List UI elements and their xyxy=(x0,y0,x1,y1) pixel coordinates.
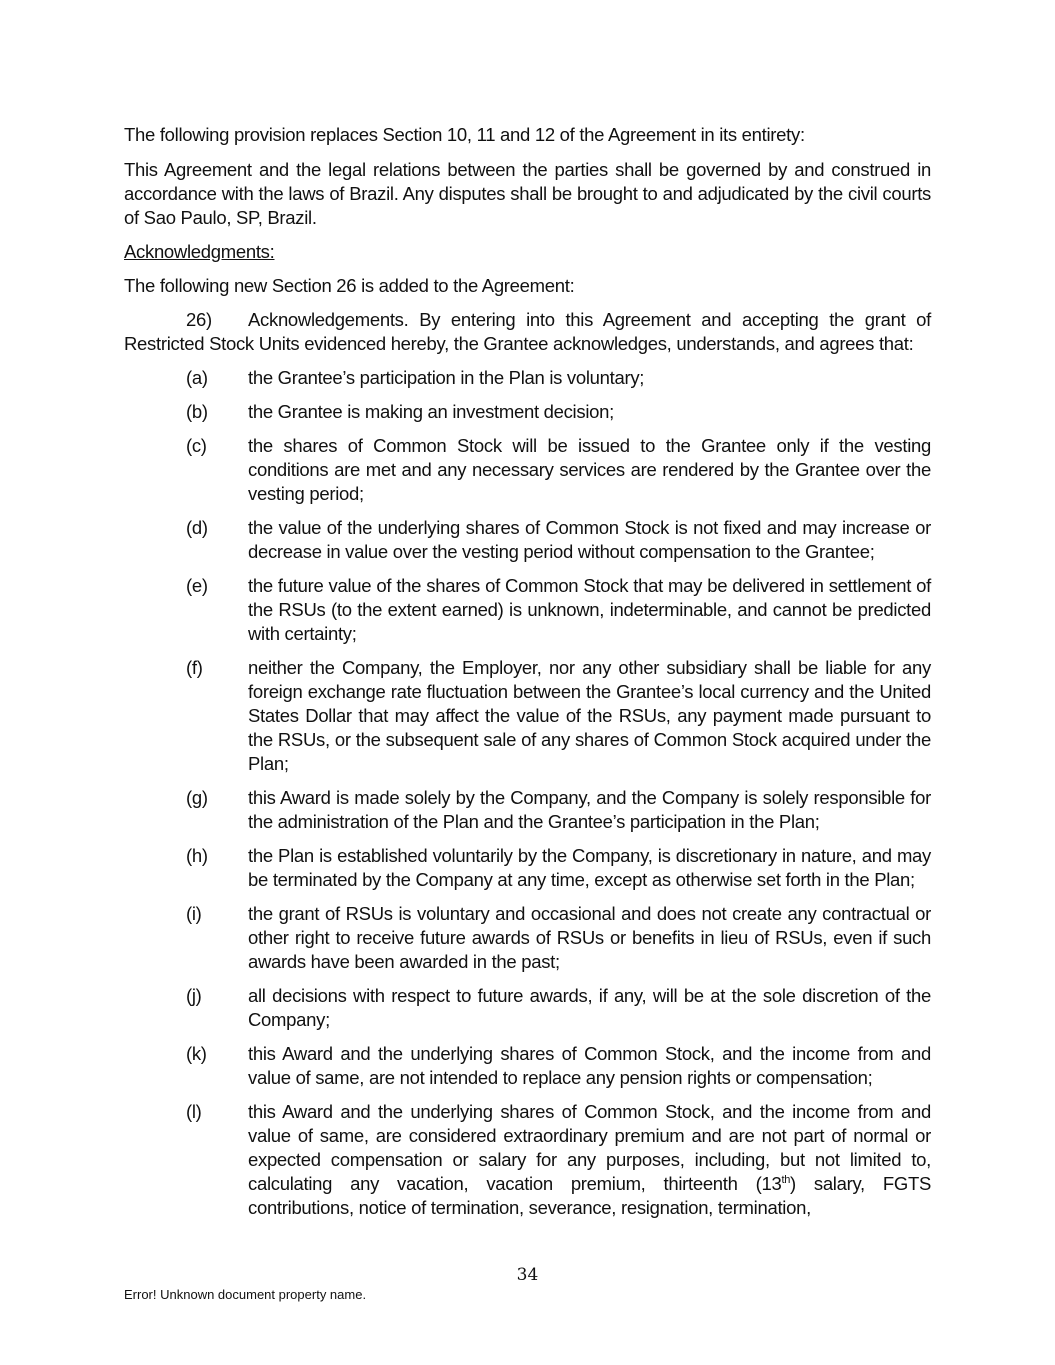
list-item-e xyxy=(124,574,931,646)
list-item-text: the grant of RSUs is voluntary and occasional and does not create any contractual or other right to receive future awards of RSUs or benefits in lieu of RSUs, even if such awards have been awarded in the past; xyxy=(248,903,931,972)
list-item-d xyxy=(124,516,931,564)
list-item-k xyxy=(124,1042,931,1090)
list-item-text: this Award and the underlying shares of Common Stock, and the income from and value of same, are not intended to replace any pension rights or compensation; xyxy=(248,1043,931,1088)
new-section-paragraph: The following new Section 26 is added to the Agreement: xyxy=(124,275,575,296)
list-item-g xyxy=(124,786,931,834)
list-item-label: (k) xyxy=(186,1043,207,1064)
list-item-i xyxy=(124,902,931,974)
list-item-label: (b) xyxy=(186,401,208,422)
section-26-number: 26) xyxy=(186,309,212,330)
section-26-text: Acknowledgements. By entering into this Agreement and accepting the grant of Restricted Stock Units evidenced hereby, the Grantee acknowledges, understands, and agrees that: xyxy=(124,309,931,354)
list-item-l xyxy=(124,1100,931,1220)
list-item-text-cont: ) salary, FGTS contributions, notice of termination, severance, resignation, termination, xyxy=(248,1173,931,1218)
list-item-text: the Plan is established voluntarily by the Company, is discretionary in nature, and may be terminated by the Company at any time, except as otherwise set forth in the Plan; xyxy=(248,845,931,890)
governing-law-paragraph: This Agreement and the legal relations between the parties shall be governed by and construed in accordance with the laws of Brazil. Any disputes shall be brought to and adjudicated by the civil courts of Sao Paulo, SP, Brazil. xyxy=(124,159,931,228)
list-item-text: the Grantee’s participation in the Plan is voluntary; xyxy=(248,367,645,388)
list-item-text: this Award and the underlying shares of Common Stock, and the income from and value of same, are considered extraordinary premium and are not part of normal or expected compensation or salary for any purposes, including, but not limited to, calculating any vacation, vacation premium, thirteenth (13 xyxy=(248,1101,931,1194)
list-item-label: (i) xyxy=(186,903,202,924)
footer-error-text: Error! Unknown document property name. xyxy=(124,1287,367,1302)
list-item-text: neither the Company, the Employer, nor any other subsidiary shall be liable for any foreign exchange rate fluctuation between the Grantee’s local currency and the United States Dollar that may affect the value of the RSUs, any payment made pursuant to the RSUs, or the subsequent sale of any shares of Common Stock acquired under the Plan; xyxy=(248,657,931,774)
list-item-a xyxy=(124,366,931,390)
list-item-c xyxy=(124,434,931,506)
document-body xyxy=(124,123,931,1230)
list-item-label: (e) xyxy=(186,575,208,596)
acknowledgments-heading: Acknowledgments: xyxy=(124,241,275,262)
list-item-text: the shares of Common Stock will be issued to the Grantee only if the vesting conditions are met and any necessary services are rendered by the Grantee over the vesting period; xyxy=(248,435,931,504)
intro-paragraph: The following provision replaces Section 10, 11 and 12 of the Agreement in its entirety: xyxy=(124,124,805,145)
list-item-text: the future value of the shares of Common Stock that may be delivered in settlement of the RSUs (to the extent earned) is unknown, indeterminable, and cannot be predicted with certainty; xyxy=(248,575,931,644)
list-item-label: (a) xyxy=(186,367,208,388)
list-item-text: all decisions with respect to future awards, if any, will be at the sole discretion of the Company; xyxy=(248,985,931,1030)
page-number: 34 xyxy=(516,1265,539,1285)
list-item-label: (c) xyxy=(186,435,207,456)
list-item-text: this Award is made solely by the Company, and the Company is solely responsible for the administration of the Plan and the Grantee’s participation in the Plan; xyxy=(248,787,931,832)
list-item-label: (g) xyxy=(186,787,208,808)
list-item-label: (d) xyxy=(186,517,208,538)
list-item-b xyxy=(124,400,931,424)
section-26-paragraph xyxy=(124,308,931,356)
list-item-text: the Grantee is making an investment decision; xyxy=(248,401,614,422)
list-item-label: (f) xyxy=(186,657,203,678)
list-item-j xyxy=(124,984,931,1032)
list-item-text: the value of the underlying shares of Common Stock is not fixed and may increase or decrease in value over the vesting period without compensation to the Grantee; xyxy=(248,517,931,562)
list-item-label: (j) xyxy=(186,985,202,1006)
superscript-th: th xyxy=(781,1173,791,1186)
list-item-h xyxy=(124,844,931,892)
list-item-label: (h) xyxy=(186,845,208,866)
list-item-f xyxy=(124,656,931,776)
list-item-label: (l) xyxy=(186,1101,202,1122)
